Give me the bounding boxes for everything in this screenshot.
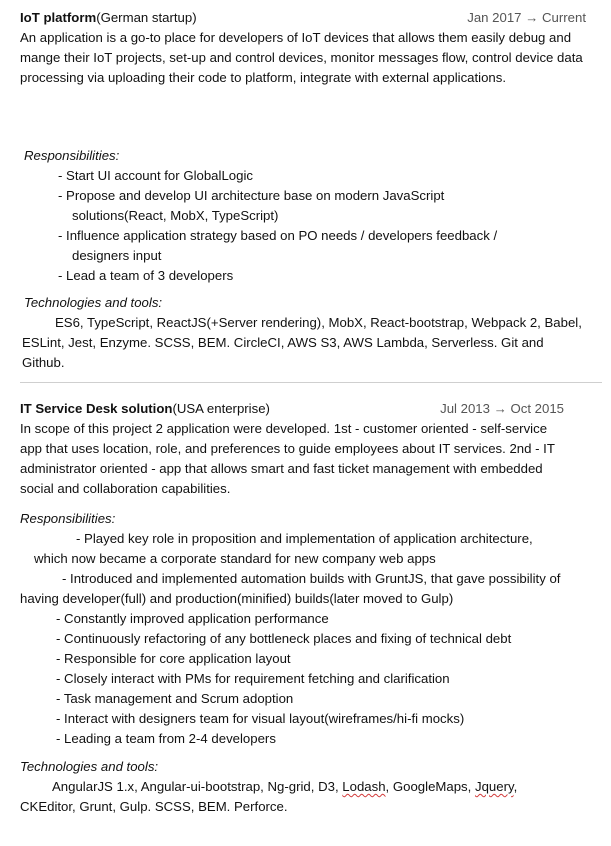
responsibility-long-1: - Played key role in proposition and implementation of application architecture, which now became a corporate standard for new company web apps bbox=[34, 531, 533, 566]
spellcheck-word: Lodash bbox=[342, 779, 386, 794]
list-item: - Closely interact with PMs for requirement fetching and clarification bbox=[56, 671, 450, 686]
technologies-line-2: CKEditor, Grunt, Gulp. SCSS, BEM. Perforce. bbox=[20, 799, 288, 814]
list-item: - Task management and Scrum adoption bbox=[56, 691, 294, 706]
list-item: - Leading a team from 2-4 developers bbox=[56, 731, 276, 746]
list-item: - Propose and develop UI architecture base on modern JavaScript solutions(React, MobX, TypeScript) bbox=[58, 188, 445, 223]
spellcheck-word: Jquery bbox=[474, 779, 514, 794]
responsibilities-list bbox=[20, 609, 586, 749]
technologies-block bbox=[24, 293, 584, 373]
job-title: IT Service Desk solution(USA enterprise) bbox=[20, 401, 270, 416]
technologies-label: Technologies and tools: bbox=[20, 759, 159, 774]
responsibilities-block bbox=[24, 146, 564, 286]
job-description: In scope of this project 2 application were developed. 1st - customer oriented - self-service app that uses location, role, and preferences to guide employees about IT services. 2nd - IT administrator oriented - app that allows smart and fast ticket management with embedded social and collaboration capabilities. bbox=[20, 421, 555, 496]
list-item: - Start UI account for GlobalLogic bbox=[58, 168, 253, 183]
job-section-iot bbox=[20, 8, 586, 88]
responsibility-long-2: - Introduced and implemented automation builds with GruntJS, that gave possibility of having developer(full) and production(minified) builds(later moved to Gulp) bbox=[20, 571, 561, 606]
list-item: - Interact with designers team for visual layout(wireframes/hi-fi mocks) bbox=[56, 711, 465, 726]
job-section-it-service-desk bbox=[20, 399, 586, 499]
list-item: - Continuously refactoring of any bottleneck places and fixing of technical debt bbox=[56, 631, 512, 646]
technologies-label: Technologies and tools: bbox=[24, 295, 163, 310]
list-item: - Responsible for core application layout bbox=[56, 651, 291, 666]
technologies-line-1: AngularJS 1.x, Angular-ui-bootstrap, Ng-grid, D3, Lodash, GoogleMaps, Jquery, bbox=[52, 779, 518, 794]
job-dates: Jan 2017 → Current bbox=[467, 10, 586, 25]
job-dates: Jul 2013 → Oct 2015 bbox=[440, 401, 564, 416]
job-header bbox=[20, 399, 564, 419]
list-item: - Constantly improved application performance bbox=[56, 611, 329, 626]
job-title: IoT platform(German startup) bbox=[20, 10, 197, 25]
list-item: - Influence application strategy based on PO needs / developers feedback / designers input bbox=[58, 228, 498, 263]
job-header bbox=[20, 8, 586, 28]
responsibilities-label: Responsibilities: bbox=[24, 148, 120, 163]
technologies-block bbox=[20, 757, 586, 817]
responsibilities-list bbox=[24, 166, 564, 286]
responsibilities-block bbox=[20, 509, 586, 749]
job-description: An application is a go-to place for developers of IoT devices that allows them easily debug and mange their IoT projects, set-up and control devices, monitor messages flow, control device data processing via uploading their code to platform, integrate with external applications. bbox=[20, 30, 583, 85]
responsibilities-label: Responsibilities: bbox=[20, 511, 116, 526]
list-item: - Lead a team of 3 developers bbox=[58, 268, 234, 283]
section-divider bbox=[20, 382, 602, 383]
technologies-text: ES6, TypeScript, ReactJS(+Server rendering), MobX, React-bootstrap, Webpack 2, Babel, ESLint, Jest, Enzyme. SCSS, BEM. CircleCI, AWS S3, AWS Lambda, Serverless. Git and Github. bbox=[22, 315, 582, 370]
